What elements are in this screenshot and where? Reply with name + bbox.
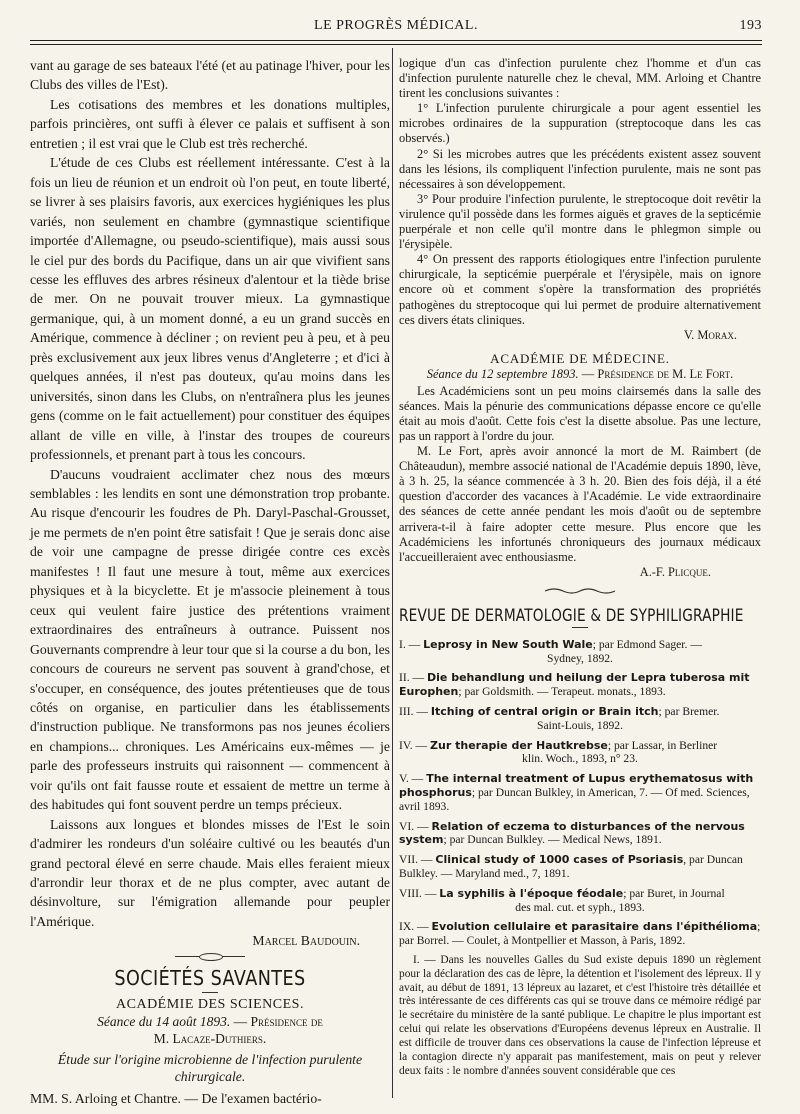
paragraph: 4° On pressent des rapports étiologiques entre l'infection purulente chirurgicale, la septicémie puerpérale et l'érysipèle, mais on ignore encore où et comment s'opère la transformation des propriétés pathogènes du streptocoque qui lui permet de produire alternativement ces divers états cliniques. — [399, 252, 761, 327]
paragraph: Laissons aux longues et blondes misses de l'Est le soin d'admirer les rondeurs d'un soléaire cultivé ou les beautés d'un grand pectoral élevé en serre chaude. Mais elles feraient mieux d'arrondir leur thorax et de ne plus compter, avec autant de désinvolture, sur l'émigration allemande pour peupler l'Amérique. — [30, 816, 390, 929]
page-number: 193 — [739, 18, 762, 33]
paragraph: 2° Si les microbes autres que les précédents existent assez souvent dans les lésions, ils compliquent l'infection purulente, mais ne sont pas nécessaires à son développement. — [399, 146, 761, 191]
bibliography-item: VIII. — La syphilis à l'époque féodale; par Buret, in Journal des mal. cut. et syph., 1893. — [399, 886, 725, 914]
ornament-divider — [30, 952, 390, 962]
paragraph: 1° L'infection purulente chirurgicale a pour agent essentiel les microbes ordinaires de la suppuration (streptocoque dans les cas observés.) — [399, 101, 761, 146]
academy-heading: ACADÉMIE DE MÉDECINE. — [490, 350, 670, 366]
study-title: Étude sur l'origine microbienne de l'infection purulente chirurgicale. — [57, 1052, 363, 1085]
review-title: REVUE DE DERMATOLOGIE & DE SYPHILIGRAPHIE — [399, 605, 744, 625]
journal-title: LE PROGRÈS MÉDICAL. — [314, 18, 478, 33]
bibliography-item: IX. — Evolution cellulaire et parasitaire dans l'épithélioma; par Borrel. — Coulet, à Montpellier et Masson, à Paris, 1892. — [399, 920, 761, 948]
paragraph: M. Le Fort, après avoir annoncé la mort de M. Raimbert (de Châteaudun), membre associé national de l'Académie depuis 1890, lève, à 3 h. 25, la séance commencée à 3 h. 20. Bien des fois déjà, il a été question d'accorder des vacances à l'Académie. Le vide extraordinaire des séances de cette année pendant les mois d'août ou de septembre arrivera-t-il à faire adopter cette mesure. Plus encore que les Académiciens les infortunés chroniqueurs des journaux médicaux l'accueilleraient avec enthousiasme. — [399, 444, 761, 564]
paragraph: Les cotisations des membres et les donations multiples, parfois princières, ont suffi à élever ce palais et suffisent à son entretien ; il est vrai que le Club est très recherché. — [30, 96, 390, 151]
header-rule-thin — [30, 44, 762, 45]
right-column — [399, 56, 761, 1079]
ornament-divider — [399, 582, 761, 600]
paragraph: MM. S. Arloing et Chantre. — De l'examen bactério- — [30, 1091, 322, 1107]
paragraph: 3° Pour produire l'infection purulente, le streptocoque doit revêtir la virulence qu'il possède dans les formes aiguës et graves de la septicémie puerpérale et non celle qu'il montre dans le phlegmon simple ou l'érysipèle. — [399, 191, 761, 252]
section-title: SOCIÉTÉS SAVANTES — [114, 966, 306, 991]
paragraph: logique d'un cas d'infection purulente chez l'homme et d'un cas d'infection purulente naturelle chez le cheval, MM. Arloing et Chantre tirent les conclusions suivantes : — [399, 56, 761, 101]
author-signature: A.-F. Plicque. — [639, 564, 711, 579]
paragraph: L'étude de ces Clubs est réellement intéressante. C'est à la fois un lieu de réunion et un endroit où l'on peut, en toute liberté, se livrer à ses plaisirs favoris, aux exercices hygiéniques les plus variés, non seulement en chambre (gymnastique scientifique importée d'Allemagne, ou pseudo-scientifique), mais aussi sous le ciel pur des bords du Pacifique, dans un air que vivifient sans cesse les effluves des arbres résineux d'alentour et la tiède brise de mer. On ne pouvait trouver mieux. La gymnastique germanique, qui, à un moment donné, a eu un grand succès en Amérique, commence à décliner ; on revient peu à peu, et à peu près exclusivement aux jeux libres venus d'Angleterre ; et d'ici à quelques années, il n'est pas douteux, qu'au moins dans les universités, sinon dans les Clubs, on n'entraînera plus les jeunes gens (comme on le fait actuellement) pour constituer des équipes allant de ville en ville, à l'instar des troupes de coureurs professionnels, et prenant part à tous les concours. — [30, 155, 390, 463]
column-divider — [392, 48, 393, 1098]
academy-heading: ACADÉMIE DES SCIENCES. — [116, 997, 304, 1013]
bibliography-item: III. — Itching of central origin or Brain itch; par Bremer. Saint-Louis, 1892. — [399, 705, 720, 732]
left-column — [30, 56, 390, 1109]
session-line: Séance du 12 septembre 1893. — Présidence de M. Le Fort. — [426, 366, 734, 381]
paragraph: I. — Dans les nouvelles Galles du Sud existe depuis 1890 un règlement pour la déclaration des cas de lèpre, la détention et l'isolement des lépreux. Il y avait, au début de 1891, 13 lépreux au lazaret, et c'est l'histoire très détaillée et très intéressante de ces différents cas qui se trouve dans ce mémoire rédigé par le secrétaire du ministère de la santé publique. Le chapitre le plus important est celui qui relate les observations d'Européens devenus lépreux en Australie. Il est difficile de trouver dans ces observations la cause de l'infection lépreuse et la contagion directe n'y apparait pas manifestement, mais on peut y relever deux faits : le nombre d'années souvent considérable que ces — [399, 953, 761, 1077]
bibliography-item: VI. — Relation of eczema to disturbances of the nervous system; par Duncan Bulkley. — Medical News, 1891. — [399, 819, 745, 847]
author-signature: V. Morax. — [683, 327, 737, 342]
bibliography-item: V. — The internal treatment of Lupus erythematosus with phosphorus; par Duncan Bulkley, in American, 7. — Of med. Sciences, avril 1893. — [399, 772, 754, 813]
short-rule — [572, 627, 588, 628]
short-rule — [202, 992, 218, 993]
paragraph: D'aucuns voudraient acclimater chez nous des mœurs semblables : les lendits en sont une démonstration trop probante. Au risque d'encourir les foudres de Ph. Daryl-Paschal-Grousset, je me permets de n'en point être satisfait ! Que je serais donc aise de voir une campagne de presse dirigée contre ces excès manifestes ! Il faut une mesure à tout, même aux exercices physiques et à la bicyclette. Et je m'associe pleinement à tous ceux qui veulent faire justice des prétentions vraiment extraordinaires des entraîneurs à outrance. Puissent nos Gouvernants comprendre à leur tour que si la course a du bon, les concours de coureurs ne servent pas souvent à grand'chose, et s'occuper, en conséquence, des joutes prétentieuses que de tous côtés on organise, en particulier dans les établissements d'instruction publique. Ne transformons pas nos jeunes écoliers en champions... chroniques. Les Américains eux-mêmes — je parle des professeurs instruits qui raisonnent — commencent à voir qu'ils ont fait fausse route et essaient de mettre un terme à des habitudes qui font souvent perdre un temps précieux. — [30, 466, 390, 813]
paragraph: vant au garage de ses bateaux l'été (et au patinage l'hiver, pour les Clubs des villes de l'Est). — [30, 58, 390, 93]
session-line: Séance du 14 août 1893. — Présidence de — [97, 1014, 323, 1030]
review-body — [399, 954, 761, 1079]
bibliography-item: IV. — Zur therapie der Hautkrebse; par Lassar, in Berliner klin. Woch., 1893, n° 23. — [399, 738, 718, 766]
header-rule — [30, 40, 762, 41]
bibliography-item: I. — Leprosy in New South Wale; par Edmond Sager. — Sydney, 1892. — [399, 637, 702, 665]
paragraph: Les Académiciens sont un peu moins clairsemés dans la salle des séances. Mais la pénurie des communications dépasse encore ce qu'elle était au mois d'août. Cette fois c'est la disette absolue. Pas une lecture, pas un rapport à l'ordre du jour. — [399, 383, 761, 443]
session-president: M. Lacaze-Duthiers. — [153, 1031, 267, 1047]
bibliography-item: II. — Die behandlung und heilung der Lepra tuberosa mit Europhen; par Goldsmith. — Terapeut. monats., 1893. — [399, 671, 750, 699]
author-signature: Marcel Baudouin. — [252, 933, 360, 949]
running-header — [30, 18, 762, 38]
bibliography-item: VII. — Clinical study of 1000 cases of Psoriasis, par Duncan Bulkley. — Maryland med., 7, 1891. — [399, 853, 743, 880]
bibliography-list — [399, 638, 761, 948]
